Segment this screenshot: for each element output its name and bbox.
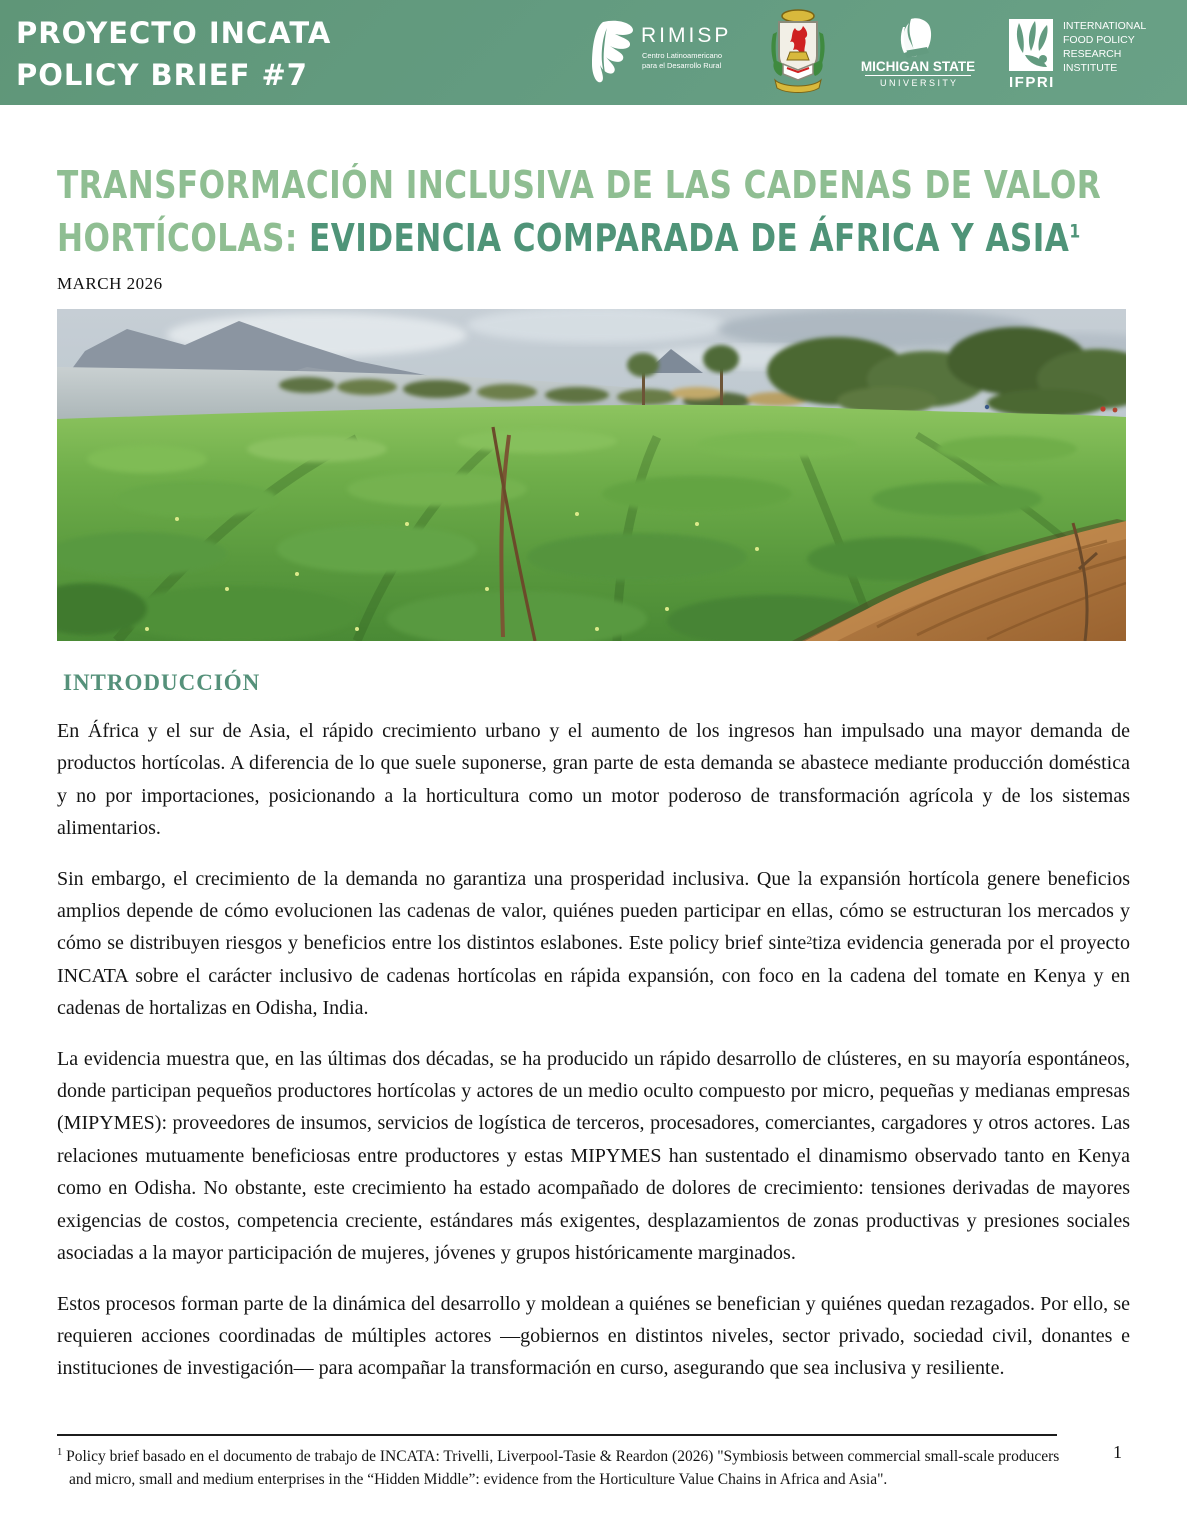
egerton-crest-icon <box>771 10 824 93</box>
title-line2: HORTÍCOLAS: EVIDENCIA COMPARADA DE ÁFRICA Y ASIA$^1$ <box>57 216 1081 260</box>
spartan-helmet-icon <box>901 18 931 58</box>
paragraph-1: En África y el sur de Asia, el rápido crecimiento urbano y el aumento de los ingresos han impulsado una mayor demanda de productos hortícolas. A diferencia de lo que suele suponerse, gran parte de esta demanda se abastece mediante producción doméstica y no por importaciones, posicionando a la horticultura como un motor poderoso de transformación agrícola y de los sistemas alimentarios. <box>57 720 1130 840</box>
michigan-state-logo <box>859 15 977 91</box>
paragraph-2-text-a: Sin embargo, el crecimiento de la demanda no garantiza una prosperidad inclusiva. Que la expansión hortícola genere beneficios amplios depende de cómo evolucionen las cadenas de valor, quiénes pueden participar en ellas, cómo se estructuran los mercados y cómo se distribuyen riesgos y beneficios entre los distintos eslabones. Este policy brief sinte <box>57 867 1130 955</box>
rimisp-subtitle-2: para el Desarrollo Rural <box>642 60 722 70</box>
brief-masthead <box>16 10 331 96</box>
footnote-divider <box>57 1434 1057 1436</box>
egerton-university-crest <box>765 8 831 98</box>
footnote-1-marker: 1 <box>57 1447 63 1458</box>
rimisp-logo <box>589 16 737 90</box>
ifpri-name-line2: FOOD POLICY <box>1063 33 1135 46</box>
paragraph-3: La evidencia muestra que, en las últimas dos décadas, se ha producido un rápido desarrollo de clústeres, en su mayoría espontáneos, donde participan pequeños productores hortícolas y actores de un medio oculto compuesto por micro, pequeñas y medianas empresas (MIPYMES): proveedores de insumos, servicios de logística de terceros, procesadores, comerciantes, cargadores y otros actores. Las relaciones mutuamente beneficiosas entre productores y estas MIPYMES han sustentado el dinamismo observado tanto en Kenya como en Odisha. No obstante, este crecimiento ha estado acompañado de dolores de crecimiento: tensiones derivadas de mayores exigencias de costos, competencia creciente, estándares más exigentes, desplazamientos de zonas productivas y presiones sociales asociadas a la mayor participación de mujeres, jóvenes y grupos históricamente marginados. <box>57 1047 1130 1265</box>
ifpri-acronym: IFPRI <box>1009 73 1055 91</box>
ifpri-name-line4: INSTITUTE <box>1063 61 1118 74</box>
ifpri-leaf-icon <box>1009 19 1053 71</box>
title-footnote-marker: 1 <box>1069 220 1081 243</box>
msu-wordmark-line2: U N I V E R S I T Y <box>879 77 957 88</box>
footnote-1 <box>57 1441 1077 1491</box>
page-number: 1 <box>1113 1442 1122 1462</box>
paragraph-4: Estos procesos forman parte de la dinámica del desarrollo y moldean a quiénes se benefician y quiénes quedan rezagados. Por ello, se requieren acciones coordinadas de múltiples actores —gobiernos en distintos niveles, sector privado, sociedad civil, donantes e instituciones de investigación— para acompañar la transformación en curso, asegurando que sea inclusiva y resiliente. <box>57 1292 1130 1380</box>
paragraph-2-text-b: tiza evidencia generada por el proyecto INCATA sobre el carácter inclusivo de cadenas hortícolas en rápida expansión, con foco en la cadena del tomate en Kenya y en cadenas de hortalizas en Odisha, India. <box>57 932 1130 1020</box>
title-line1: TRANSFORMACIÓN INCLUSIVA DE LAS CADENAS DE VALOR <box>57 163 1102 207</box>
tomato-field-photo <box>57 309 1126 641</box>
rimisp-wordmark: RIMISP <box>641 23 732 47</box>
msu-divider <box>865 75 971 76</box>
page-title <box>57 159 1133 265</box>
footnote-1-text: Policy brief basado en el documento de trabajo de INCATA: Trivelli, Liverpool-Tasie & Reardon (2026) "Symbiosis between commercial small-scale producers and micro, small and medium enterprises in the “Hidden Middle”: evidence from the Horticulture Value Chains in Africa and Asia". <box>66 1448 1060 1489</box>
masthead-line2: POLICY BRIEF #7 <box>16 57 308 92</box>
rimisp-subtitle-1: Centro Latinoamericano <box>642 50 723 60</box>
masthead-line1: PROYECTO INCATA <box>16 15 332 50</box>
header-banner <box>0 0 1187 105</box>
footnote-2-marker: 2 <box>806 932 813 947</box>
msu-wordmark-line1: MICHIGAN STATE <box>860 58 976 74</box>
footnote-area <box>57 1434 1130 1491</box>
ifpri-logo <box>1005 15 1157 91</box>
ifpri-name-line3: RESEARCH <box>1063 47 1122 60</box>
page-body <box>0 159 1187 1385</box>
ifpri-name-line1: INTERNATIONAL <box>1063 19 1147 32</box>
partner-logos <box>589 8 1157 98</box>
section-heading-introduccion: INTRODUCCIÓN <box>63 670 261 695</box>
rimisp-swirl-icon <box>592 20 633 82</box>
publication-date: MARCH 2026 <box>57 274 163 293</box>
paragraph-2 <box>57 863 1130 1025</box>
